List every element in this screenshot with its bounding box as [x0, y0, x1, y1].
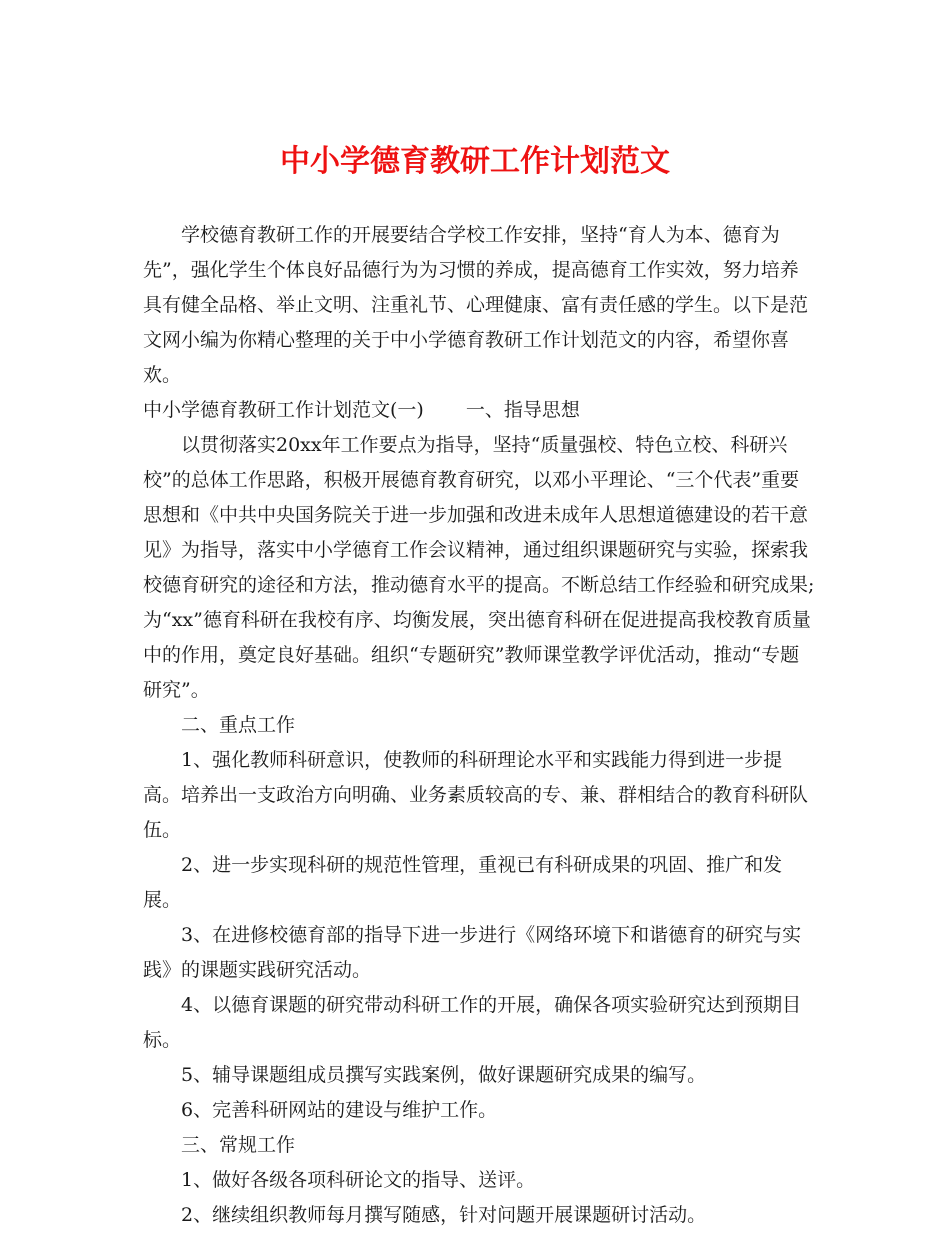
intro-paragraph: 学校德育教研工作的开展要结合学校工作安排，坚持“育人为本、德育为先”，强化学生个体良好品德行为为习惯的养成，提高德育工作实效，努力培养具有健全品格、举止文明、注重礼节、心理健康、富有责任感的学生。以下是范文网小编为你精心整理的关于中小学德育教研工作计划范文的内容，希望你喜欢。 [143, 224, 809, 386]
part1-paragraph: 以贯彻落实20xx年工作要点为指导，坚持“质量强校、特色立校、科研兴校”的总体工作思路，积极开展德育教育研究，以邓小平理论、“三个代表”重要思想和《中共中央国务院关于进一步加强和改进未成年人思想道德建设的若干意见》为指导，落实中小学德育工作会议精神，通过组织课题研究与实验，探索我校德育研究的途径和方法，推动德育水平的提高。不断总结工作经验和研究成果;为“xx”德育科研在我校有序、均衡发展，突出德育科研在促进提高我校教育质量中的作用，奠定良好基础。组织“专题研究”教师课堂教学评优活动，推动“专题研究”。 [143, 434, 815, 701]
part2-item: 3、在进修校德育部的指导下进一步进行《网络环境下和谐德育的研究与实践》的课题实践研究活动。 [143, 924, 802, 981]
part2-item: 4、以德育课题的研究带动科研工作的开展，确保各项实验研究达到预期目标。 [143, 994, 802, 1051]
document-body [143, 218, 815, 1233]
part3-item: 2、继续组织教师每月撰写随感，针对问题开展课题研讨活动。 [181, 1204, 707, 1226]
part2-item: 1、强化教师科研意识，使教师的科研理论水平和实践能力得到进一步提高。培养出一支政治方向明确、业务素质较高的专、兼、群相结合的教育科研队伍。 [143, 749, 809, 841]
part1-heading: 一、指导思想 [465, 399, 580, 421]
document-title: 中小学德育教研工作计划范文 [280, 144, 670, 179]
section-heading: 中小学德育教研工作计划范文(一) [143, 399, 424, 421]
part2-item: 2、进一步实现科研的规范性管理，重视已有科研成果的巩固、推广和发展。 [143, 854, 783, 911]
part2-item: 6、完善科研网站的建设与维护工作。 [181, 1099, 498, 1121]
part3-item: 1、做好各级各项科研论文的指导、送评。 [181, 1169, 536, 1191]
part2-heading: 二、重点工作 [181, 714, 296, 736]
part3-heading: 三、常规工作 [181, 1134, 296, 1156]
part2-item: 5、辅导课题组成员撰写实践案例，做好课题研究成果的编写。 [181, 1064, 707, 1086]
section-heading-line [143, 393, 815, 428]
